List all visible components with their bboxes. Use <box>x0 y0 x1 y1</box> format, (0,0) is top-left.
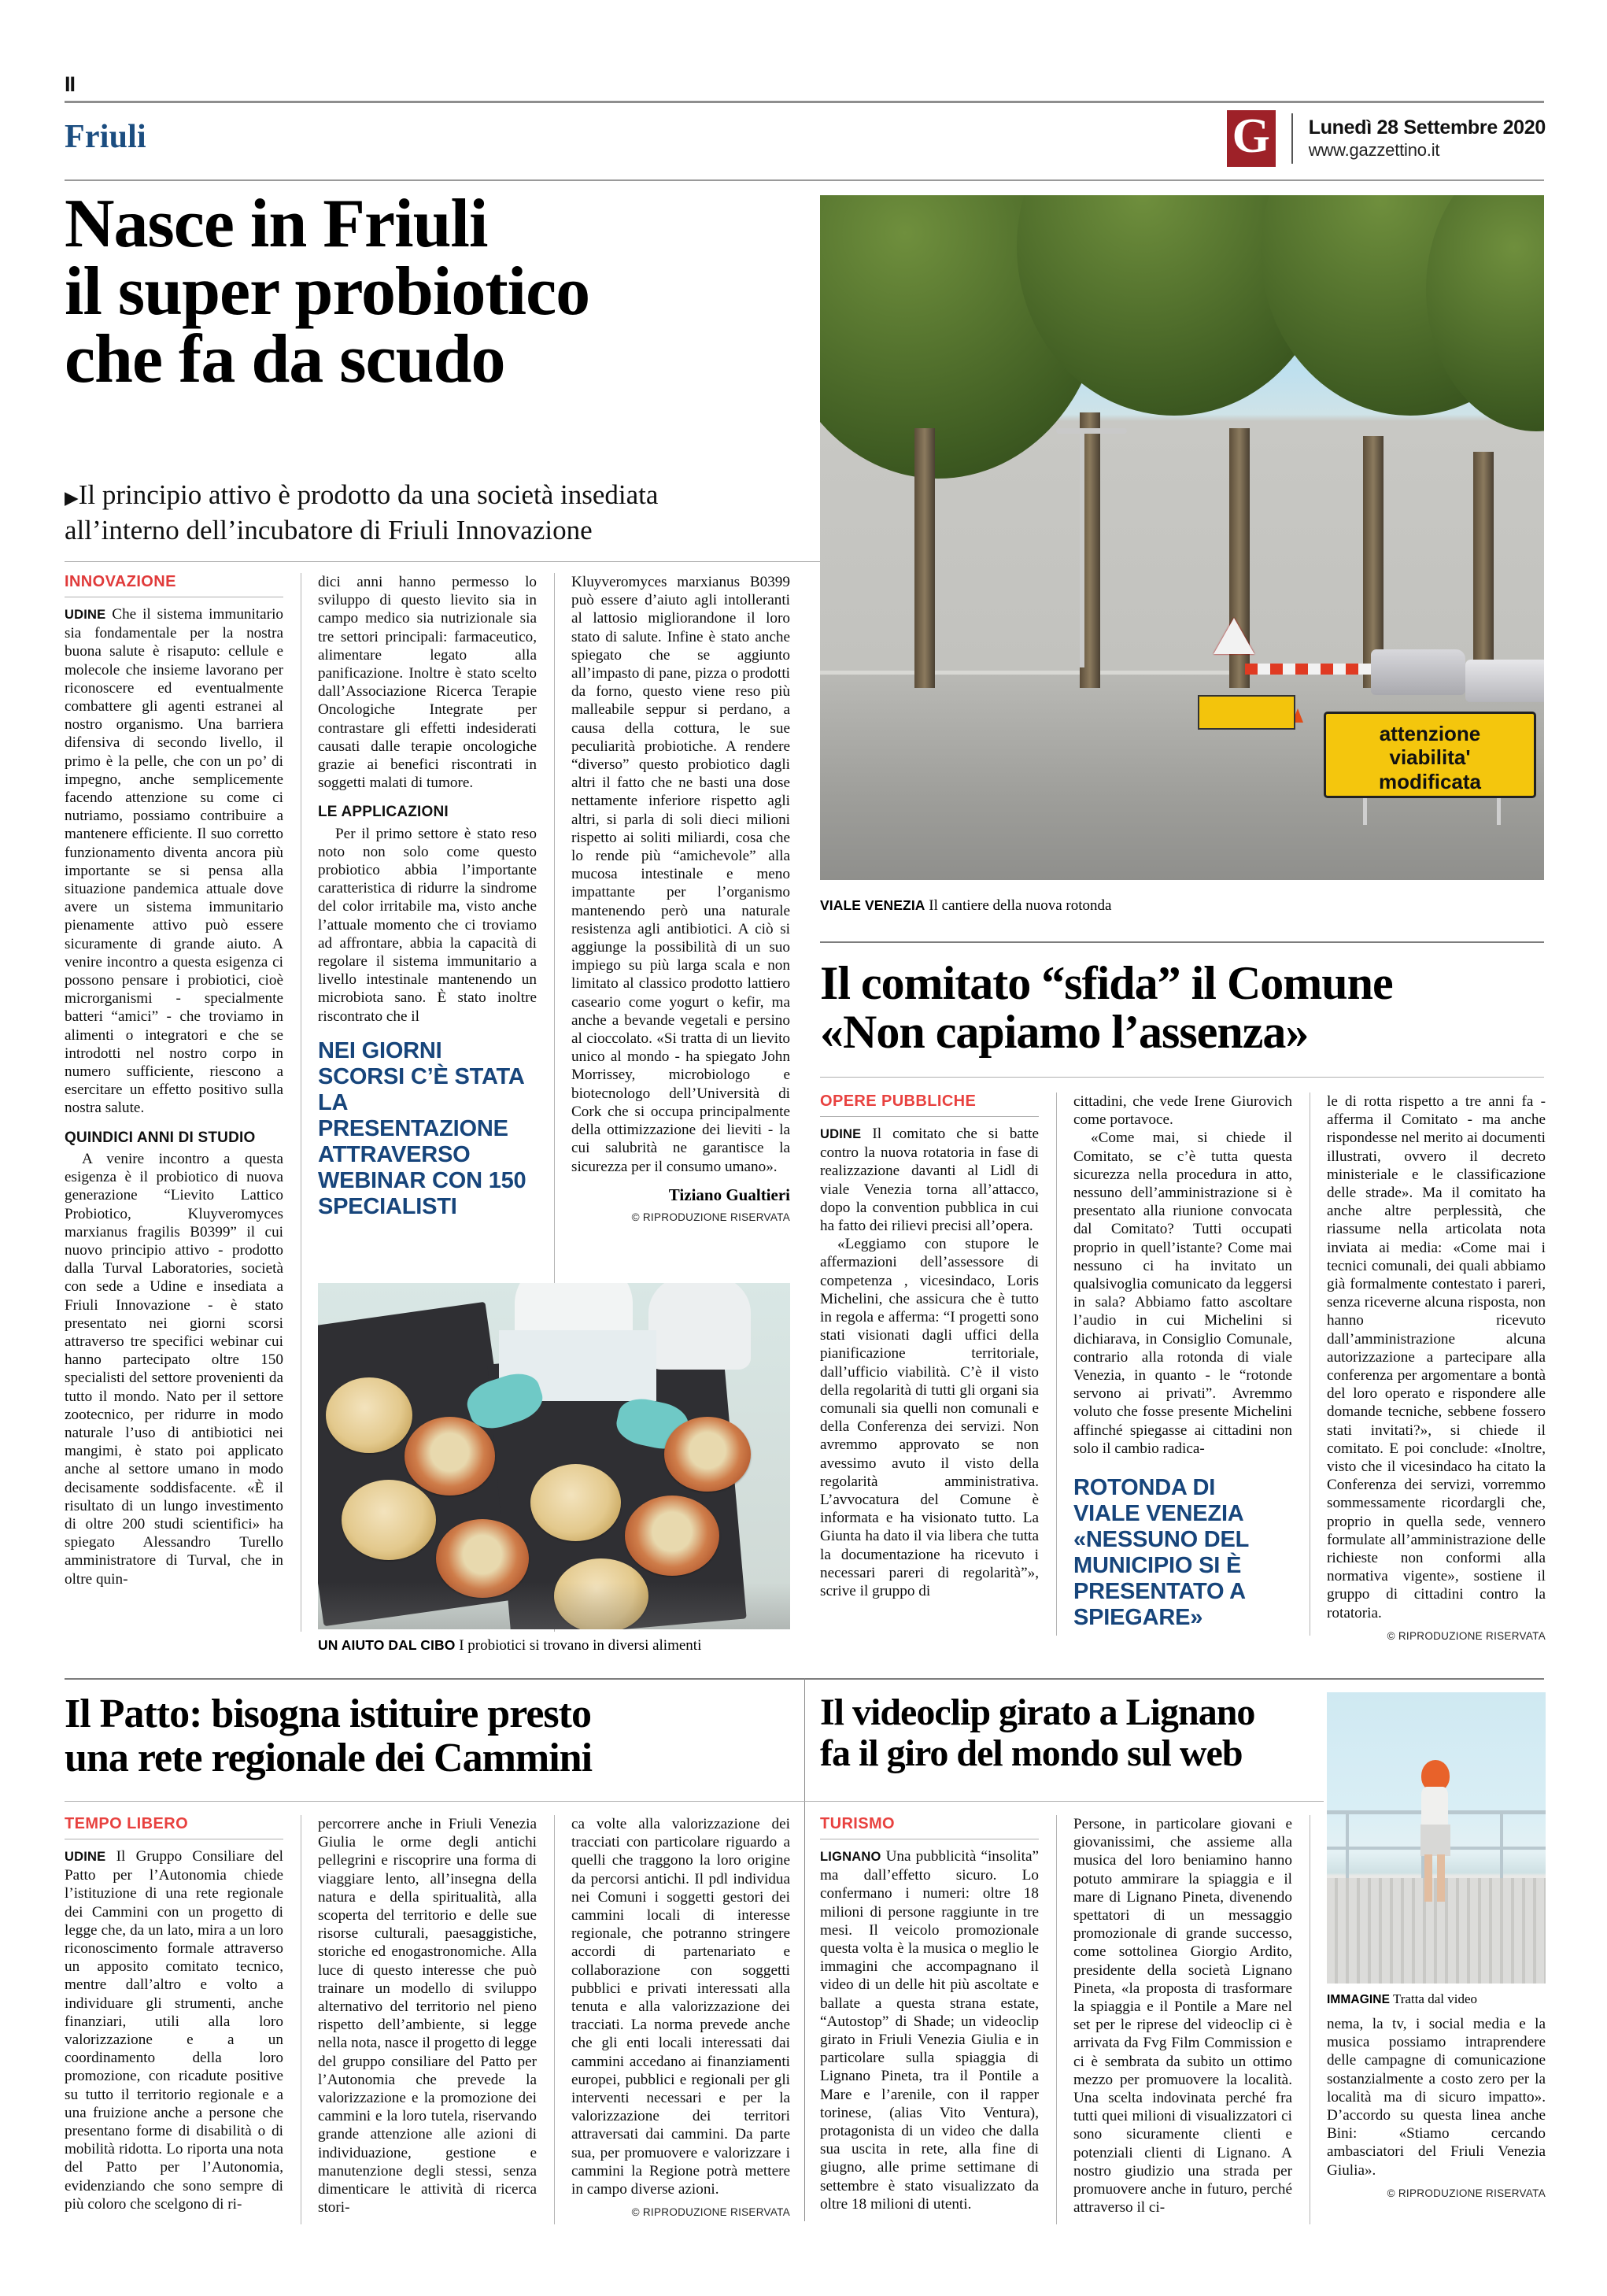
lead-dateline: UDINE <box>65 608 106 622</box>
food-caption-text: I probiotici si trovano in diversi alimenti <box>455 1637 702 1654</box>
patto-top-rule <box>65 1678 820 1680</box>
lead-top-rule <box>65 561 820 562</box>
patto-column-3 <box>571 1815 790 2218</box>
patto-col3-p1: ca volte alla valorizzazione dei tracciati con particolare riguardo a quelli che traggono la loro origine da percorsi antichi. Il pdl individua nei Comuni i soggetti gestori dei cammini locali di interesse regionale, che potranno stringere accordi di partenariato e collaborazione con soggetti pubblici e privati interessati alla tenuta e alla valorizzazione dei tracciati. La norma prevede anche che gli enti locali interessati dai cammini accedano ai finanziamenti europei, pubblici e regionali per gli interventi necessari e per la valorizzazione dei territori attraversati dai cammini. Da parte sua, per promuovere e valorizzare i cammini la Regione potrà mettere in campo diverse azioni. <box>571 1816 790 2198</box>
food-caption-lead: UN AIUTO DAL CIBO <box>318 1637 456 1653</box>
videoclip-col2-p1: Persone, in particolare giovani e giovanissimi, che assieme alla musica del loro beniamino hanno potuto ammirare la spiaggia e il mare di Lignano Pineta, divenendo spettatori di un messaggio promozionale di grande successo, come sottolinea Giorgio Ardito, presidente della società Lignano Pineta, «la proposta di trasformare la spiaggia e il Pontile a Mare nel set per le riprese del videoclip ci è arrivata da Fvg Film Commission e ci è sembrata da subito un ottimo mezzo per promuovere la località. Una scelta indovinata perché fra tutti quei milioni di visualizzatori ci sono sicuramente clienti e potenziali clienti di Lignano. A nostro giudizio una strada per promuovere anche in futuro, perché attraverso il ci- <box>1073 1816 1292 2217</box>
videoclip-headline-line2: fa il giro del mondo sul web <box>820 1732 1243 1774</box>
comitato-column-3 <box>1327 1093 1546 1642</box>
videoclip-headline-line1: Il videoclip girato a Lignano <box>820 1691 1255 1733</box>
lead-col1-p1: Che il sistema immunitario sia fondamentale per la nostra buona salute è risaputo: cellule e molecole che insieme lavorano per riconoscere ed eventualmente combattere gli agenti estranei al nostro organismo. Una barriera difensiva di secondo livello, il primo è la pelle, che con un po’ di impegno, anche semplicemente facendo attenzione su come ci nutriamo, possiamo contribuire a mantenere efficiente. Il suo corretto funzionamento diventa ancora più importante se si pensa alla situazione pandemica attuale dove avere un sistema immunitario pienamente attivo può essere sicuramente di grande aiuto. A venire incontro a questa esigenza ci possono pensare i probiotici, cioè microrganismi - specialmente batteri “amici” - che troviamo in alimenti o integratori e che se introdotti nel nostro corpo in numero sufficiente, riescono a esercitare un effetto positivo sulla nostra salute. <box>65 606 284 1117</box>
comitato-pullquote: ROTONDA DI VIALE VENEZIA «NESSUNO DEL MUNICIPIO SI È PRESENTATO A SPIEGARE» <box>1073 1475 1249 1631</box>
videoclip-col3-p1: nema, la tv, i social media e la musica possiamo intraprendere delle campagne di comunicazione sostanzialmente a costo zero per la località ma di sicuro impatto». D’accordo su questa linea anche Bini: «Stiamo cercando ambasciatori del Friuli Venezia Giulia». <box>1327 2016 1546 2179</box>
beach-caption-lead: IMMAGINE <box>1327 1993 1391 2006</box>
lead-col2-p1: dici anni hanno permesso lo sviluppo di questo lievito sia in campo medico sia nutrizionale sia tre settori principali: farmaceutico, alimentare legato alla panificazione. Inoltre è stato scelto dall’Associazione Ricerca Terapie Oncologiche Integrate per contrastare gli effetti indesiderati causati dalle terapie oncologiche grazie ai benefici riscontrati in soggetti malati di tumore. <box>318 574 537 792</box>
patto-rule-2 <box>65 1801 820 1802</box>
beach-photo-caption <box>1327 1991 1546 2007</box>
section-title: Friuli <box>65 119 146 155</box>
beach-photo <box>1327 1692 1546 1984</box>
videoclip-dateline: LIGNANO <box>820 1850 881 1864</box>
header-rule-secondary <box>65 179 1544 181</box>
comitato-dateline: UDINE <box>820 1127 862 1141</box>
videoclip-top-rule <box>820 1678 1544 1680</box>
street-photo-caption <box>820 897 1544 915</box>
header-rule <box>65 101 1544 103</box>
street-caption-text: Il cantiere della nuova rotonda <box>925 897 1112 914</box>
lead-standfirst <box>65 479 836 546</box>
comitato-rule-2 <box>820 1077 1544 1078</box>
lead-kicker: INNOVAZIONE <box>65 573 176 590</box>
masthead-divider <box>1291 113 1293 164</box>
food-photo <box>318 1283 790 1629</box>
lead-pullquote: NEI GIORNI SCORSI C’È STATA LA PRESENTAZIONE ATTRAVERSO WEBINAR CON 150 SPECIALISTI <box>318 1037 526 1219</box>
lead-byline: Tiziano Gualtieri <box>668 1185 790 1204</box>
videoclip-rule-2 <box>820 1801 1324 1802</box>
comitato-col3-p1: le di rotta rispetto a tre anni fa - afferma il Comitato - ma anche rispondesse nel merito ai documenti illustrati, ovvero il decreto ministeriale e le classificazione delle strade». Ma il comitato ha anche altre perplessità, che riassume nella articolata nota inviata ai media: «Come mai i tecnici comunali, dei quali abbiamo già formalmente contestato i pareri, senza riceverne alcuna risposta, non hanno ricevuto dall’amministrazione alcuna autorizzazione a partecipare alla conferenza per argomentare a bontà del loro operato e rispondere alle domande tecniche, sebbene fossero stati invitati?», si chiede il comitato. E poi conclude: «Inoltre, visto che il vicesindaco ha citato la Conferenza dei servizi, vorremmo sommessamente ricordargli che, proprio in quella sede, vennero formulate all’amministrazione delle richieste non conformi alla normativa vigente», sostiene il gruppo di cittadini contro la rotatoria. <box>1327 1093 1546 1621</box>
patto-col1-p1: Il Gruppo Consiliare del Patto per l’Autonomia chiede l’istituzione di una rete regionale dei Cammini con un progetto di legge che, da un lato, mira a un loro riconoscimento formale attraverso un apposito comitato tecnico, mentre dall’altro e volto a individuare gli strumenti, anche finanziari, utili alla loro valorizzazione e a un coordinamento della loro promozione, con ricadute positive su tutto il territorio regionale e a una fruizione anche a persone che presentano forme di disabilità o di mobilità ridotta. Lo riporta una nota del Patto per l’Autonomia, evidenziando che sono sempre di più coloro che scelgono di ri- <box>65 1848 283 2213</box>
patto-headline-line2: una rete regionale dei Cammini <box>65 1736 593 1780</box>
website-url: www.gazzettino.it <box>1308 139 1440 160</box>
food-photo-caption <box>318 1637 790 1655</box>
comitato-copyright: © RIPRODUZIONE RISERVATA <box>1387 1629 1546 1642</box>
lead-column-2 <box>318 573 537 1220</box>
comitato-col1-p2: «Leggiamo con stupore le affermazioni dell’assessore di competenza , vicesindaco, Loris Michelini, che assicura che è tutto in regola e afferma: “I progetti sono stati visionati dagli uffici della pianificazione territoriale, dall’ufficio viabilità. C’è il visto della regolarità di tutti gli organi sia comunali sia quelli non comunali e della Conferenza dei servizi. Non avremmo approvato se non avessimo avuto il visto della regolarità amministrativa. L’avvocatura del Comune è informata e ha visionato tutto. La Giunta ha dato il via libera che tutta la documentazione ha ricevuto i necessari pareri di regolarità”», scrive il gruppo di <box>820 1236 1039 1600</box>
lead-col3-p1: Kluyveromyces marxianus B0399 può essere d’aiuto agli intolleranti al lattosio migliorandone il loro stato di salute. Infine è stato anche spiegato che se aggiunto all’impasto di pane, pizza o prodotti da forno, questo viene reso più malleabile seppur si perdano, a causa della cottura, le sue peculiarità probiotiche. A rendere “diverso” questo probiotico dagli altri il fatto che ne basti una dose nettamente inferiore rispetto agli altri, si parla di soli dieci milioni rispetto ai soliti miliardi, cosa che lo rende più “amichevole” alla mucosa intestinale e meno impattante per l’organismo mantenendo però una naturale resistenza agli antibiotici. A ciò si aggiunge la possibilità di un suo impiego su più larga scala e non limitato al classico prodotto lattiero caseario come yogurt o kefir, ma anche a bevande vegetali e persino al cioccolato. «Si tratta di un lievito unico al mondo - ha spiegato John Morrissey, microbiologo e biotecnologo dell’Università di Cork che si occupa principalmente della ottimizzazione dei lieviti - la cui salubrità ne garantisce la sicurezza per il consumo umano». <box>571 574 790 1175</box>
patto-copyright: © RIPRODUZIONE RISERVATA <box>631 2206 790 2219</box>
gazzettino-logo: G <box>1227 110 1276 167</box>
lead-copyright: © RIPRODUZIONE RISERVATA <box>631 1211 790 1223</box>
patto-headline-line1: Il Patto: bisogna istituire presto <box>65 1691 591 1736</box>
street-caption-lead: VIALE VENEZIA <box>820 897 925 913</box>
lead-headline <box>65 186 820 397</box>
videoclip-headline <box>820 1692 1371 1774</box>
lead-col2-p2: Per il primo settore è stato reso noto non solo come questo probiotico abbia l’importante caratteristica di ridurre la sindrome del color irritabile ma, visto anche l’attuale momento che ci troviamo ad affrontare, abbia la capacità di regolare il sistema immunitario a livello intestinale mantenendo un microbiota sano. È stato inoltre riscontrato che il <box>318 825 537 1025</box>
patto-kicker: TEMPO LIBERO <box>65 1815 189 1832</box>
lead-column-1 <box>65 573 283 1588</box>
patto-col2-p1: percorrere anche in Friuli Venezia Giulia le orme degli antichi pellegrini e riscoprire una forma di viaggiare lento, all’insegna della natura e della spiritualità, alla scoperta del territorio e delle sue risorse culturali, paesaggistiche, storiche ed enogastronomiche. Alla luce di questo interesse che può trainare un modello di sviluppo alternativo del territorio nel pieno rispetto dell’ambiente, si legge nella nota, nasce il progetto di legge del gruppo consiliare del Patto per l’Autonomia che prevede la valorizzazione e la promozione dei cammini e la loro tutela, riservando grande attenzione alle azioni di individuazione, gestione e manutenzione degli stessi, senza dimenticare le attività di ricerca stori- <box>318 1816 537 2217</box>
comitato-column-1 <box>820 1093 1039 1600</box>
lead-headline-line3: che fa da scudo <box>65 321 505 397</box>
patto-col-divider-2 <box>554 1815 555 2224</box>
lead-col1-p2: A venire incontro a questa esigenza è il probiotico di nuova generazione “Lievito Lattico Probiotico, Kluyveromyces marxianus fragilis B0399” il cui nuovo principio attivo - prodotto dalla Turval Laboratories, società con sede a Udine e insediata a Friuli Innovazione - è stato presentato nei giorni scorsi attraverso tre specifici webinar cui hanno partecipato oltre 150 specialisti del settore provenienti da tutto il mondo. Nato per il settore zootecnico, per ridurre in modo naturale l’uso di antibiotici nei mangimi, è stato poi applicato anche al settore umano in modo decisamente soddisfacente. «È il risultato di un lungo investimento di oltre 200 studi scientifici» ha spiegato Alessandro Turello amministratore di Turval, che in oltre quin- <box>65 1150 283 1588</box>
videoclip-col1-p1: Una pubblicità “insolita” ma dall’effetto sicuro. Lo confermano i numeri: oltre 18 milioni di persone raggiunte in tre mesi. Il veicolo promozionale questa volta è la musica o meglio le immagini che accompagnano il video di un delle hit più ascoltate e ballate a questa strana estate, “Autostop” di Shade; un videoclip girato in Friuli Venezia Giulia e in particolare sulla spiaggia di Lignano Pineta, tra il Pontile a Mare e l’arenile, con il rapper torinese, (alias Vito Ventura), protagonista di un video che dalla sua uscita in rete, alla fine di giugno, alle prime settimane di settembre è stato visualizzato da oltre 18 milioni di utenti. <box>820 1848 1039 2213</box>
videoclip-copyright: © RIPRODUZIONE RISERVATA <box>1387 2187 1546 2199</box>
comitato-col2-p1: cittadini, che vede Irene Giurovich come portavoce. <box>1073 1093 1292 1129</box>
comitato-kicker: OPERE PUBBLICHE <box>820 1093 977 1110</box>
bottom-section-divider <box>804 1678 805 2221</box>
issue-date: Lunedì 28 Settembre 2020 <box>1308 116 1546 139</box>
comitato-col1-p1: Il comitato che si batte contro la nuova rotatoria in fase di realizzazione davanti al Lidl di viale Venezia torna all’attacco, dopo la convention pubblica in cui ha fatto dei rilievi precisi all’opera. <box>820 1126 1039 1235</box>
comitato-headline-line1: Il comitato “sfida” il Comune <box>820 957 1393 1009</box>
patto-headline <box>65 1692 804 1780</box>
videoclip-column-2 <box>1073 1815 1292 2217</box>
comitato-column-2 <box>1073 1093 1292 1631</box>
standfirst-bullet-icon: ▶ <box>65 488 79 508</box>
lead-headline-line1: Nasce in Friuli <box>65 186 488 262</box>
page-folio: II <box>65 72 76 96</box>
patto-dateline: UDINE <box>65 1850 106 1864</box>
comitato-col2-p2: «Come mai, si chiede il Comitato, se c’è tutta questa sicurezza nella procedura in atto, nessuno dell’amministrazione si è presentato alla riunione convocata dal Comitato? Tutti occupati proprio in quell’istante? Come mai nessuno ci ha invitato un qualsivoglia comunicato da leggersi in sala? Abbiamo fatto ascoltare l’audio in cui Michelini si dichiarava, in Consiglio Comunale, contrario alla rotonda di viale Venezia, in quanto - le “rotonde servono ai privati”. Avremmo voluto che fosse presente Michelini affinché spiegasse ai cittadini non solo il cambio radica- <box>1073 1130 1292 1457</box>
videoclip-column-3 <box>1327 2015 1546 2199</box>
patto-column-1 <box>65 1815 283 2213</box>
videoclip-kicker: TURISMO <box>820 1815 896 1832</box>
lead-column-3 <box>571 573 790 1223</box>
standfirst-line2: all’interno dell’incubatore di Friuli Innovazione <box>65 515 593 545</box>
comitato-kicker-rule <box>820 1116 1039 1117</box>
lead-subhead-2: LE APPLICAZIONI <box>318 804 449 821</box>
street-photo: attenzione viabilita' modificata <box>820 195 1544 880</box>
comitato-headline-line2: «Non capiamo l’assenza» <box>820 1006 1309 1058</box>
comitato-col-divider-1 <box>1056 1093 1057 1636</box>
videoclip-col-divider-1 <box>1056 1815 1057 2224</box>
standfirst-line1: Il principio attivo è prodotto da una società insediata <box>78 479 659 510</box>
videoclip-column-1 <box>820 1815 1039 2213</box>
lead-headline-line2: il super probiotico <box>65 253 590 330</box>
comitato-top-rule <box>820 941 1544 943</box>
beach-caption-text: Tratta dal video <box>1390 1991 1477 2006</box>
patto-column-2 <box>318 1815 537 2217</box>
lead-subhead-1: QUINDICI ANNI DI STUDIO <box>65 1129 256 1146</box>
masthead <box>1227 110 1546 167</box>
comitato-headline <box>820 959 1552 1056</box>
